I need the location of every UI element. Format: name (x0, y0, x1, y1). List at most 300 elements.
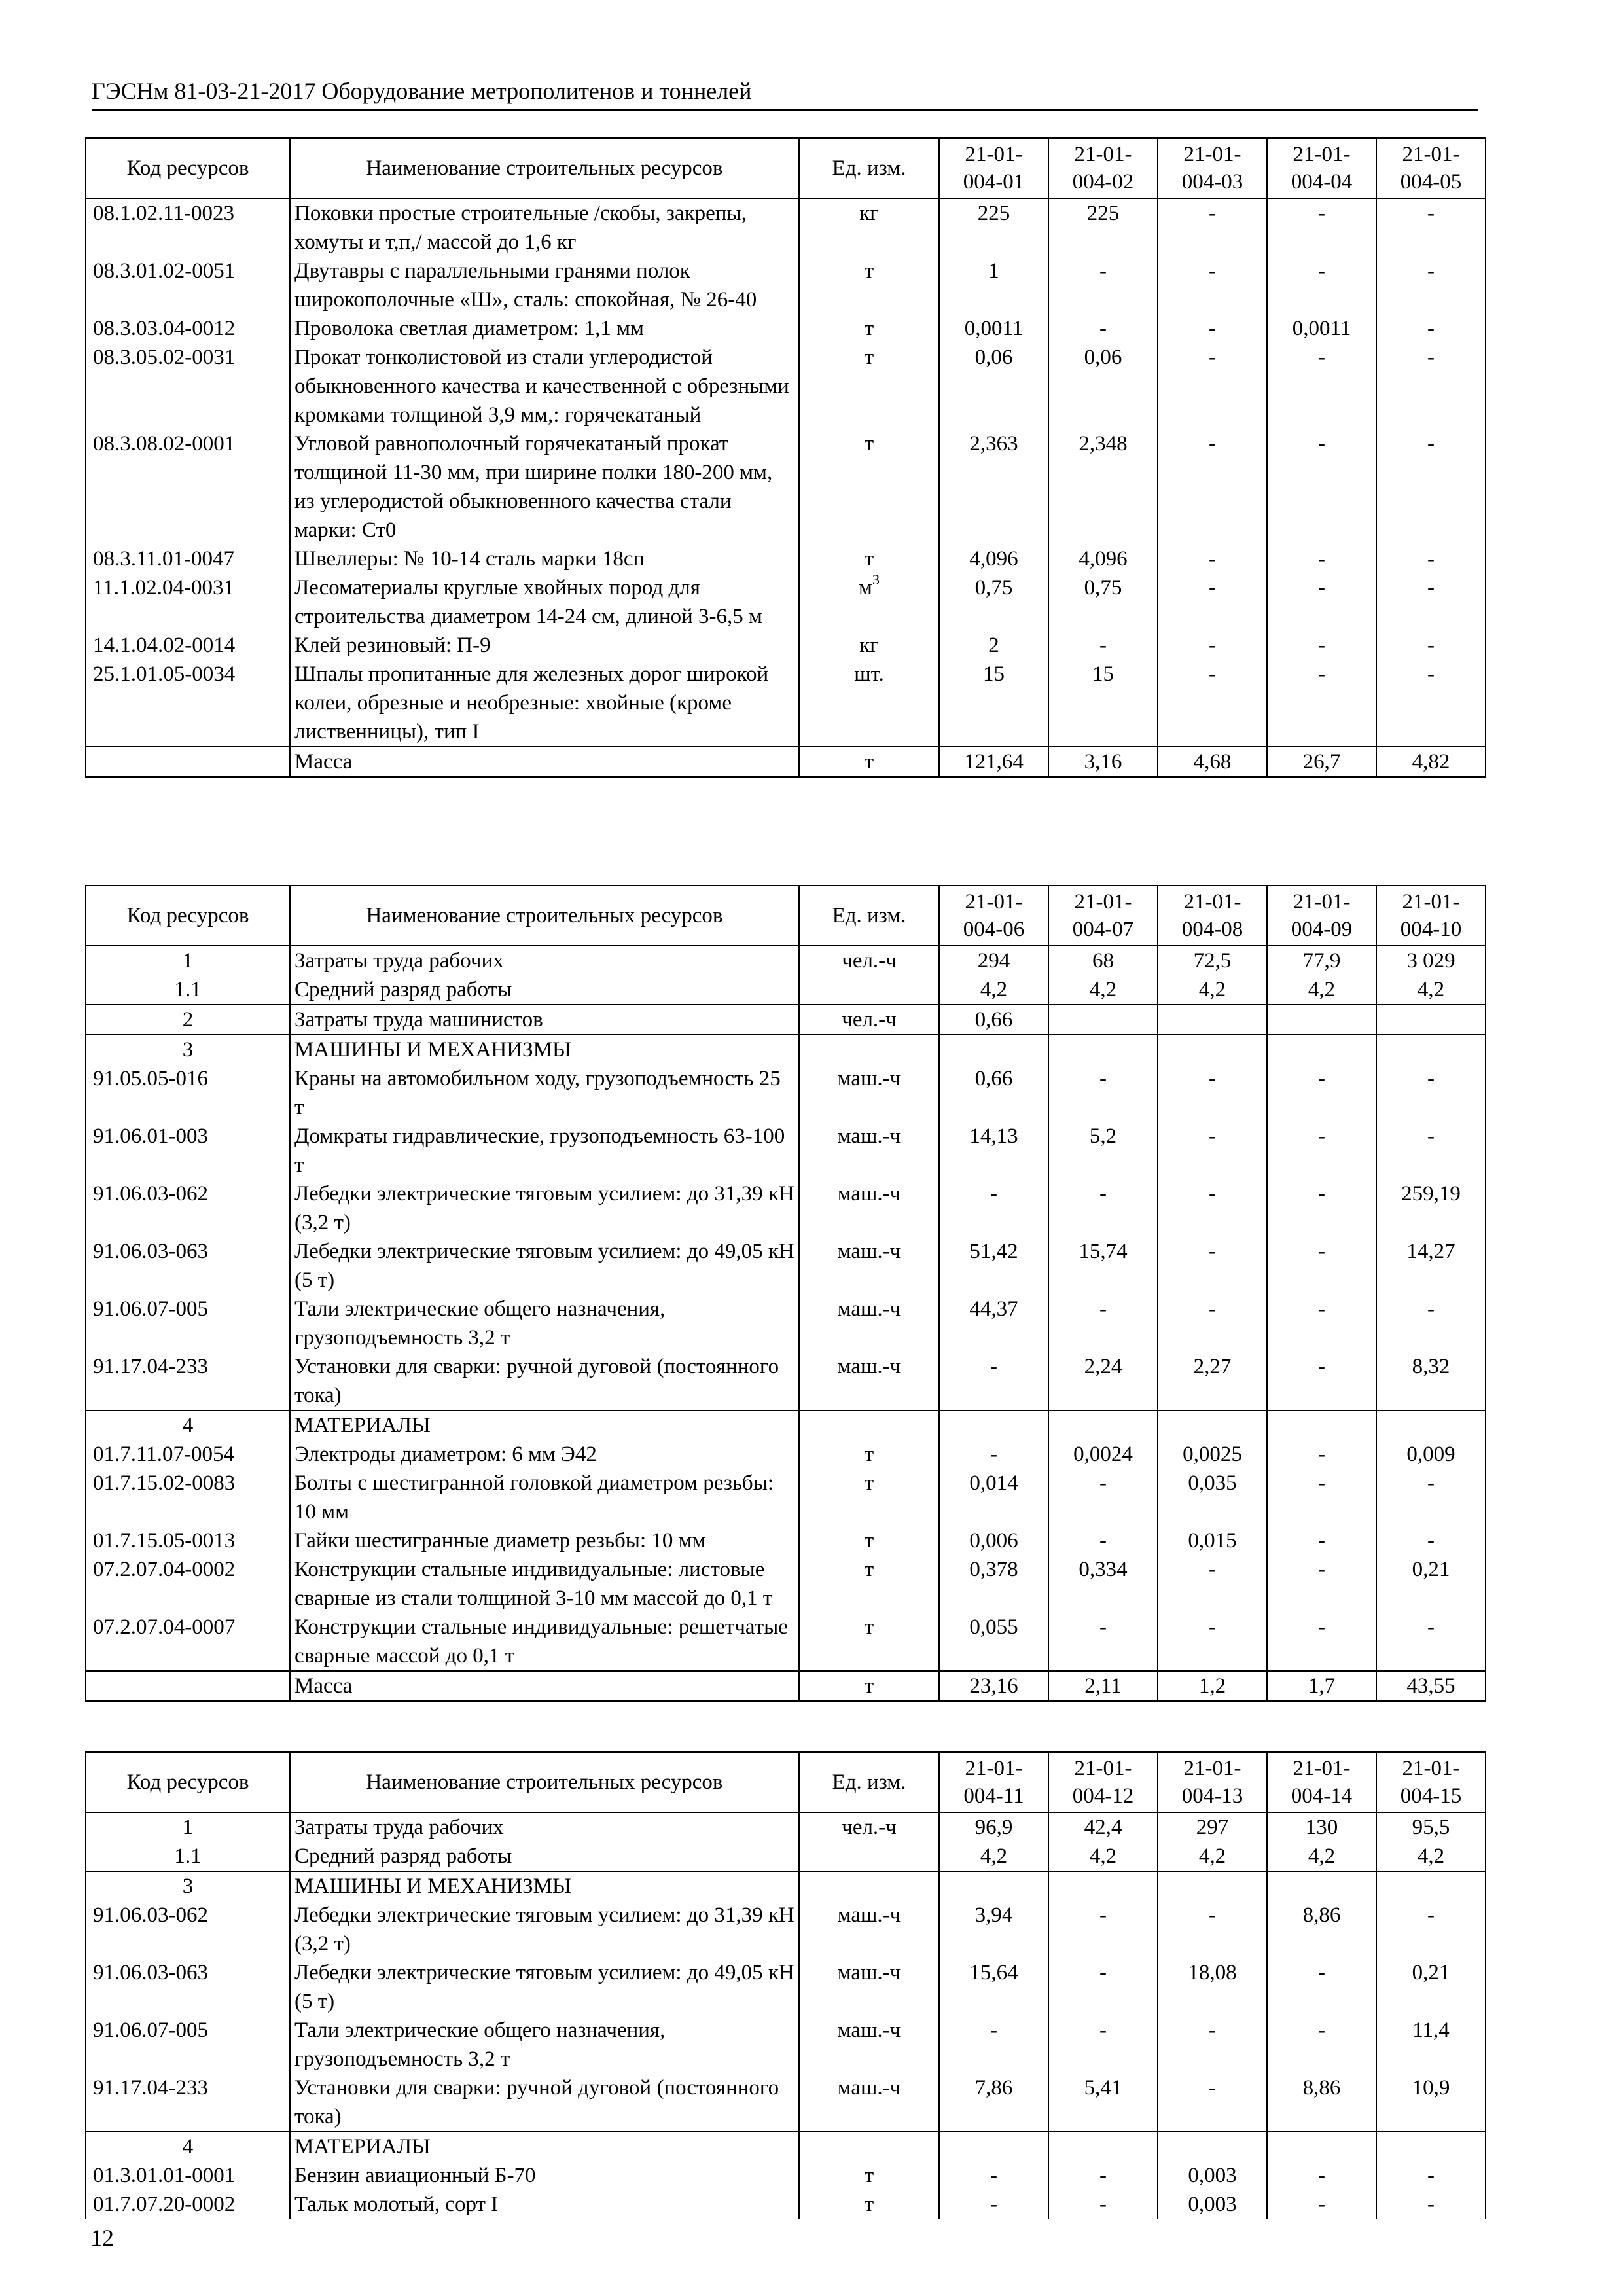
column-header-code: Код ресурсов (86, 138, 290, 198)
norm-value: 7,86 (939, 2073, 1048, 2132)
table-row (86, 1179, 1486, 1237)
norm-value: 0,75 (939, 573, 1048, 631)
resource-unit: маш.-ч (799, 2016, 939, 2073)
norm-value: - (1376, 1469, 1486, 1526)
resource-code: 25.1.01.05-0034 (86, 660, 290, 747)
norm-value: - (1048, 2161, 1158, 2190)
norm-value: - (1376, 198, 1486, 257)
norm-value: - (1267, 1295, 1376, 1352)
norm-value: 2,27 (1158, 1352, 1267, 1410)
table-row (86, 1526, 1486, 1555)
norm-value: - (1267, 1122, 1376, 1179)
table-row (86, 1122, 1486, 1179)
norm-value: - (1376, 1295, 1486, 1352)
column-header-norm: 21-01- 004-01 (939, 138, 1048, 198)
mass-value: 3,16 (1048, 747, 1158, 777)
norm-value: - (1267, 545, 1376, 573)
table-row (86, 429, 1486, 545)
resource-unit: маш.-ч (799, 1064, 939, 1122)
norm-value: 0,21 (1376, 1958, 1486, 2016)
norm-value: - (1158, 1122, 1267, 1179)
norm-value (1376, 1005, 1486, 1035)
norm-value: 2 (939, 631, 1048, 660)
resource-table-1 (85, 137, 1486, 778)
resource-code: 3 (86, 1035, 290, 1064)
resource-unit: т (799, 257, 939, 314)
norm-value: 10,9 (1376, 2073, 1486, 2132)
table-row (86, 1842, 1486, 1871)
resource-name: Лебедки электрические тяговым усилием: до 49,05 кН (5 т) (290, 1237, 799, 1295)
norm-value: - (1158, 631, 1267, 660)
norm-value: - (1048, 1295, 1158, 1352)
table-row (86, 257, 1486, 314)
norm-value: - (1267, 1469, 1376, 1526)
norm-value: 4,2 (1158, 975, 1267, 1005)
norm-value: 0,06 (1048, 343, 1158, 429)
norm-value: - (1267, 198, 1376, 257)
norm-value (1048, 2132, 1158, 2161)
column-header-code: Код ресурсов (86, 886, 290, 946)
norm-value: 14,13 (939, 1122, 1048, 1179)
norm-value: - (1267, 1613, 1376, 1671)
norm-value: 0,009 (1376, 1440, 1486, 1469)
mass-label: Масса (290, 1671, 799, 1701)
norm-value (1267, 1410, 1376, 1440)
column-header-unit: Ед. изм. (799, 1752, 939, 1812)
norm-value: - (1376, 429, 1486, 545)
column-header-name: Наименование строительных ресурсов (290, 886, 799, 946)
norm-value: - (1048, 2016, 1158, 2073)
resource-name: Конструкции стальные индивидуальные: листовые сварные из стали толщиной 3-10 мм массой до 0,1 т (290, 1555, 799, 1613)
norm-value: - (1267, 573, 1376, 631)
norm-value: 15,74 (1048, 1237, 1158, 1295)
norm-value (1158, 2132, 1267, 2161)
resource-unit: т (799, 1613, 939, 1671)
norm-value: 4,2 (1048, 975, 1158, 1005)
norm-value: 4,2 (1376, 1842, 1486, 1871)
norm-value: - (1048, 631, 1158, 660)
table-row (86, 1005, 1486, 1035)
resource-name: Тали электрические общего назначения, грузоподъемность 3,2 т (290, 1295, 799, 1352)
resource-name: Тальк молотый, сорт I (290, 2190, 799, 2219)
resource-name: Затраты труда рабочих (290, 946, 799, 975)
resource-name: Проволока светлая диаметром: 1,1 мм (290, 314, 799, 343)
norm-value: 72,5 (1158, 946, 1267, 975)
resource-unit: т (799, 747, 939, 777)
norm-value: 15 (939, 660, 1048, 747)
norm-value: 77,9 (1267, 946, 1376, 975)
table-row (86, 1295, 1486, 1352)
table-row (86, 314, 1486, 343)
norm-value: - (1376, 343, 1486, 429)
mass-value: 26,7 (1267, 747, 1376, 777)
resource-unit: маш.-ч (799, 1295, 939, 1352)
resource-code: 08.3.05.02-0031 (86, 343, 290, 429)
norm-value: 0,003 (1158, 2190, 1267, 2219)
resource-unit: чел.-ч (799, 1005, 939, 1035)
table-row (86, 1237, 1486, 1295)
norm-value (1267, 1871, 1376, 1901)
norm-value: - (1376, 660, 1486, 747)
norm-value: - (1158, 198, 1267, 257)
resource-code: 01.7.07.20-0002 (86, 2190, 290, 2219)
norm-value: - (1267, 660, 1376, 747)
resource-unit: чел.-ч (799, 946, 939, 975)
table-row (86, 545, 1486, 573)
norm-value: - (1267, 343, 1376, 429)
resource-name: Бензин авиационный Б-70 (290, 2161, 799, 2190)
norm-value: 11,4 (1376, 2016, 1486, 2073)
norm-value: 68 (1048, 946, 1158, 975)
norm-value: - (1048, 2190, 1158, 2219)
resource-name: МАТЕРИАЛЫ (290, 2132, 799, 2161)
norm-value: - (1048, 1901, 1158, 1958)
norm-value: - (1267, 2161, 1376, 2190)
norm-value: 0,0011 (939, 314, 1048, 343)
resource-unit (799, 975, 939, 1005)
norm-value: - (1376, 314, 1486, 343)
header-row (86, 138, 1486, 198)
table-row (86, 1958, 1486, 2016)
resource-name: Затраты труда машинистов (290, 1005, 799, 1035)
resource-unit: т (799, 2190, 939, 2219)
resource-code: 01.7.15.02-0083 (86, 1469, 290, 1526)
norm-value: - (1048, 1064, 1158, 1122)
norm-value (939, 2132, 1048, 2161)
norm-value: 0,0024 (1048, 1440, 1158, 1469)
norm-value: 0,66 (939, 1005, 1048, 1035)
resource-table-2 (85, 885, 1486, 1702)
column-header-norm: 21-01- 004-10 (1376, 886, 1486, 946)
norm-value: - (1158, 545, 1267, 573)
norm-value: - (1267, 1440, 1376, 1469)
column-header-name: Наименование строительных ресурсов (290, 1752, 799, 1812)
norm-value: 8,86 (1267, 1901, 1376, 1958)
norm-value: 15,64 (939, 1958, 1048, 2016)
norm-value: - (1158, 573, 1267, 631)
resource-name: Краны на автомобильном ходу, грузоподъемность 25 т (290, 1064, 799, 1122)
norm-value: 4,2 (1158, 1842, 1267, 1871)
norm-value: - (1158, 1064, 1267, 1122)
norm-value: 8,86 (1267, 2073, 1376, 2132)
table-row (86, 1871, 1486, 1901)
resource-code: 2 (86, 1005, 290, 1035)
norm-value: - (1267, 1237, 1376, 1295)
resource-code: 91.17.04-233 (86, 1352, 290, 1410)
resource-name: Установки для сварки: ручной дуговой (постоянного тока) (290, 2073, 799, 2132)
norm-value: 0,0011 (1267, 314, 1376, 343)
norm-value: - (1158, 1179, 1267, 1237)
resource-code: 91.17.04-233 (86, 2073, 290, 2132)
norm-value: 0,035 (1158, 1469, 1267, 1526)
norm-value: - (1376, 1064, 1486, 1122)
table-row (86, 1901, 1486, 1958)
resource-name: Поковки простые строительные /скобы, закрепы, хомуты и т,п,/ массой до 1,6 кг (290, 198, 799, 257)
resource-name: Средний разряд работы (290, 975, 799, 1005)
resource-unit: т (799, 314, 939, 343)
column-header-unit: Ед. изм. (799, 138, 939, 198)
norm-value: - (939, 2190, 1048, 2219)
norm-value: 4,2 (1267, 1842, 1376, 1871)
resource-name: МАШИНЫ И МЕХАНИЗМЫ (290, 1871, 799, 1901)
norm-value: 2,24 (1048, 1352, 1158, 1410)
resource-unit: т (799, 429, 939, 545)
column-header-norm: 21-01- 004-03 (1158, 138, 1267, 198)
resource-unit: т (799, 343, 939, 429)
table-row (86, 1035, 1486, 1064)
norm-value: 3,94 (939, 1901, 1048, 1958)
resource-name: Угловой равнополочный горячекатаный прокат толщиной 11-30 мм, при ширине полки 180-200 мм, из углеродистой обыкновенного качества стали марки: Ст0 (290, 429, 799, 545)
resource-code: 01.7.15.05-0013 (86, 1526, 290, 1555)
resource-code (86, 1671, 290, 1701)
norm-value: 18,08 (1158, 1958, 1267, 2016)
resource-code: 1 (86, 1812, 290, 1842)
table-row (86, 2161, 1486, 2190)
norm-value: 5,2 (1048, 1122, 1158, 1179)
table-row (86, 1352, 1486, 1410)
norm-value: - (1158, 1237, 1267, 1295)
resource-code: 91.05.05-016 (86, 1064, 290, 1122)
resource-unit: маш.-ч (799, 2073, 939, 2132)
norm-value: 0,334 (1048, 1555, 1158, 1613)
norm-value: - (1267, 429, 1376, 545)
mass-value: 23,16 (939, 1671, 1048, 1701)
norm-value: - (1267, 631, 1376, 660)
norm-value: - (1376, 1613, 1486, 1671)
norm-value: - (1267, 1352, 1376, 1410)
norm-value: 1 (939, 257, 1048, 314)
norm-value: 4,2 (1048, 1842, 1158, 1871)
mass-value: 121,64 (939, 747, 1048, 777)
norm-value: 2,348 (1048, 429, 1158, 545)
table-row (86, 975, 1486, 1005)
norm-value: 0,378 (939, 1555, 1048, 1613)
norm-value: 0,0025 (1158, 1440, 1267, 1469)
resource-name: Шпалы пропитанные для железных дорог широкой колеи, обрезные и необрезные: хвойные (кроме лиственницы), тип I (290, 660, 799, 747)
norm-value: - (1267, 1179, 1376, 1237)
column-header-norm: 21-01- 004-08 (1158, 886, 1267, 946)
resource-unit: т (799, 2161, 939, 2190)
norm-value: - (1376, 1901, 1486, 1958)
norm-value: 14,27 (1376, 1237, 1486, 1295)
resource-name: Швеллеры: № 10-14 сталь марки 18сп (290, 545, 799, 573)
norm-value: - (1267, 1526, 1376, 1555)
norm-value: - (1158, 257, 1267, 314)
resource-unit: маш.-ч (799, 1237, 939, 1295)
norm-value: - (1376, 631, 1486, 660)
norm-value: - (1158, 343, 1267, 429)
norm-value: - (939, 1440, 1048, 1469)
norm-value: - (939, 1179, 1048, 1237)
resource-name: Гайки шестигранные диаметр резьбы: 10 мм (290, 1526, 799, 1555)
resource-unit (799, 1842, 939, 1871)
table-row (86, 946, 1486, 975)
resource-code (86, 747, 290, 777)
norm-value: 96,9 (939, 1812, 1048, 1842)
table-row (86, 343, 1486, 429)
norm-value: 259,19 (1376, 1179, 1486, 1237)
resource-unit: т (799, 545, 939, 573)
resource-code: 1 (86, 946, 290, 975)
resource-unit: маш.-ч (799, 1179, 939, 1237)
resource-name: Домкраты гидравлические, грузоподъемность 63-100 т (290, 1122, 799, 1179)
resource-unit (799, 1035, 939, 1064)
column-header-norm: 21-01- 004-04 (1267, 138, 1376, 198)
norm-value (1267, 1035, 1376, 1064)
column-header-norm: 21-01- 004-09 (1267, 886, 1376, 946)
resource-code: 07.2.07.04-0002 (86, 1555, 290, 1613)
resource-code: 91.06.03-062 (86, 1901, 290, 1958)
norm-value: 0,66 (939, 1064, 1048, 1122)
norm-value: - (1158, 2073, 1267, 2132)
norm-value: - (1267, 257, 1376, 314)
resource-code: 91.06.03-063 (86, 1958, 290, 2016)
norm-value: - (1048, 1613, 1158, 1671)
resource-name: Лебедки электрические тяговым усилием: до 31,39 кН (3,2 т) (290, 1901, 799, 1958)
resource-code: 91.06.07-005 (86, 2016, 290, 2073)
page-number: 12 (90, 2225, 114, 2251)
resource-name: Затраты труда рабочих (290, 1812, 799, 1842)
resource-name: Прокат тонколистовой из стали углеродистой обыкновенного качества и качественной с обрезными кромками толщиной 3,9 мм,: горячекатаный (290, 343, 799, 429)
column-header-norm: 21-01- 004-15 (1376, 1752, 1486, 1812)
norm-value: 4,096 (1048, 545, 1158, 573)
norm-value (1376, 1035, 1486, 1064)
norm-value: 0,21 (1376, 1555, 1486, 1613)
table-row (86, 1469, 1486, 1526)
mass-value: 1,2 (1158, 1671, 1267, 1701)
column-header-norm: 21-01- 004-13 (1158, 1752, 1267, 1812)
norm-value: - (939, 2161, 1048, 2190)
norm-value (1158, 1410, 1267, 1440)
norm-value (1048, 1005, 1158, 1035)
resource-code: 1.1 (86, 975, 290, 1005)
norm-value: 130 (1267, 1812, 1376, 1842)
unit-superscript: 3 (872, 571, 880, 588)
resource-unit: шт. (799, 660, 939, 747)
norm-value (1158, 1035, 1267, 1064)
norm-value (1376, 2132, 1486, 2161)
column-header-norm: 21-01- 004-05 (1376, 138, 1486, 198)
resource-name: Клей резиновый: П-9 (290, 631, 799, 660)
norm-value: 294 (939, 946, 1048, 975)
resource-name: Электроды диаметром: 6 мм Э42 (290, 1440, 799, 1469)
resource-unit: кг (799, 631, 939, 660)
norm-value: - (1048, 1469, 1158, 1526)
resource-code: 4 (86, 2132, 290, 2161)
norm-value: - (1376, 545, 1486, 573)
norm-value: 0,06 (939, 343, 1048, 429)
table-row (86, 1440, 1486, 1469)
resource-code: 11.1.02.04-0031 (86, 573, 290, 631)
norm-value (1376, 1410, 1486, 1440)
resource-code: 07.2.07.04-0007 (86, 1613, 290, 1671)
resource-name: Лебедки электрические тяговым усилием: до 49,05 кН (5 т) (290, 1958, 799, 2016)
resource-unit: маш.-ч (799, 1352, 939, 1410)
norm-value: - (1048, 1958, 1158, 2016)
norm-value: - (1376, 257, 1486, 314)
norm-value: - (939, 2016, 1048, 2073)
table-row (86, 2132, 1486, 2161)
norm-value (1048, 1035, 1158, 1064)
norm-value: 5,41 (1048, 2073, 1158, 2132)
table-row (86, 1064, 1486, 1122)
resource-name: Двутавры с параллельными гранями полок широкополочные «Ш», сталь: спокойная, № 26-40 (290, 257, 799, 314)
norm-value: 95,5 (1376, 1812, 1486, 1842)
norm-value: 225 (1048, 198, 1158, 257)
resource-code: 08.3.11.01-0047 (86, 545, 290, 573)
norm-value: 4,2 (1376, 975, 1486, 1005)
page-header: ГЭСНм 81-03-21-2017 Оборудование метрополитенов и тоннелей (92, 78, 752, 104)
column-header-norm: 21-01- 004-07 (1048, 886, 1158, 946)
column-header-norm: 21-01- 004-12 (1048, 1752, 1158, 1812)
resource-code: 91.06.03-063 (86, 1237, 290, 1295)
resource-code: 1.1 (86, 1842, 290, 1871)
resource-code: 08.1.02.11-0023 (86, 198, 290, 257)
mass-value: 2,11 (1048, 1671, 1158, 1701)
table-row (86, 198, 1486, 257)
norm-value: - (1267, 1555, 1376, 1613)
mass-value: 43,55 (1376, 1671, 1486, 1701)
mass-value: 1,7 (1267, 1671, 1376, 1701)
norm-value: 297 (1158, 1812, 1267, 1842)
table-row (86, 2190, 1486, 2219)
norm-value: 4,2 (939, 975, 1048, 1005)
resource-unit: т (799, 1526, 939, 1555)
norm-value: - (1048, 314, 1158, 343)
table-row (86, 2016, 1486, 2073)
mass-label: Масса (290, 747, 799, 777)
norm-value (1158, 1005, 1267, 1035)
resource-name: Лесоматериалы круглые хвойных пород для строительства диаметром 14-24 см, длиной 3-6,5 м (290, 573, 799, 631)
norm-value: - (1158, 1901, 1267, 1958)
norm-value: - (1158, 660, 1267, 747)
resource-unit: т (799, 1440, 939, 1469)
header-row (86, 886, 1486, 946)
column-header-norm: 21-01- 004-06 (939, 886, 1048, 946)
resource-code: 3 (86, 1871, 290, 1901)
resource-code: 91.06.03-062 (86, 1179, 290, 1237)
resource-code: 08.3.08.02-0001 (86, 429, 290, 545)
table-row (86, 1812, 1486, 1842)
resource-name: МАШИНЫ И МЕХАНИЗМЫ (290, 1035, 799, 1064)
norm-value: 2,363 (939, 429, 1048, 545)
norm-value: - (1158, 314, 1267, 343)
resource-name: Конструкции стальные индивидуальные: решетчатые сварные массой до 0,1 т (290, 1613, 799, 1671)
norm-value: 0,003 (1158, 2161, 1267, 2190)
column-header-unit: Ед. изм. (799, 886, 939, 946)
norm-value: 4,096 (939, 545, 1048, 573)
resource-name: МАТЕРИАЛЫ (290, 1410, 799, 1440)
resource-unit (799, 2132, 939, 2161)
norm-value: 0,75 (1048, 573, 1158, 631)
column-header-norm: 21-01- 004-14 (1267, 1752, 1376, 1812)
norm-value (1158, 1871, 1267, 1901)
column-header-norm: 21-01- 004-02 (1048, 138, 1158, 198)
norm-value: 225 (939, 198, 1048, 257)
norm-value: - (1376, 1526, 1486, 1555)
column-header-norm: 21-01- 004-11 (939, 1752, 1048, 1812)
norm-value: 42,4 (1048, 1812, 1158, 1842)
norm-value (939, 1035, 1048, 1064)
norm-value: 0,014 (939, 1469, 1048, 1526)
header-row (86, 1752, 1486, 1812)
norm-value (1267, 1005, 1376, 1035)
table-row (86, 2073, 1486, 2132)
norm-value: 0,055 (939, 1613, 1048, 1671)
norm-value: 8,32 (1376, 1352, 1486, 1410)
table-row (86, 1613, 1486, 1671)
norm-value: - (1267, 1064, 1376, 1122)
